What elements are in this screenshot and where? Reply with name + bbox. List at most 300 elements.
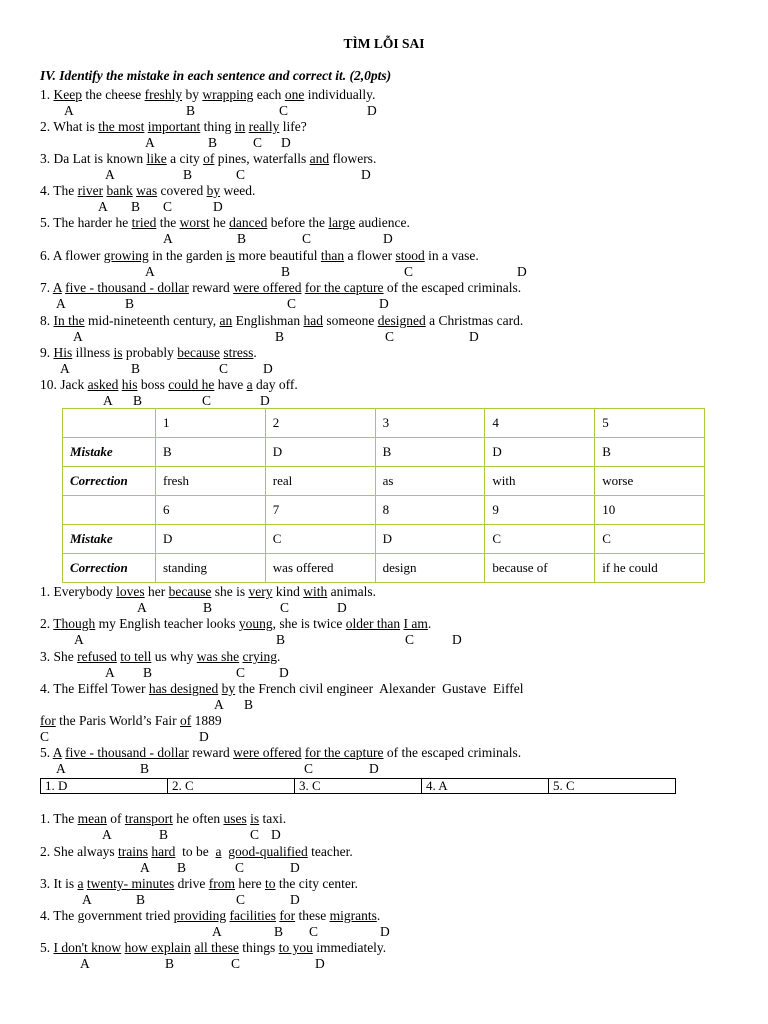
row-header-cell [63,409,156,438]
table-cell: 9 [485,496,595,525]
table-cell: if he could [595,554,705,583]
option-label: D [380,924,390,939]
option-label: C [280,600,290,615]
sentence-text: illness [72,345,114,360]
sentence-text: 2. What is [40,119,99,134]
option-label: C [385,329,395,344]
section-heading: IV. Identify the mistake in each sentence and correct it. (2,0pts) [40,68,392,83]
underlined-option: because [168,584,212,599]
option-label: D [271,827,281,842]
sentence-line [40,248,479,264]
table-cell: D [375,525,485,554]
underlined-option: of [180,713,192,728]
sentence-text: covered [157,183,207,198]
option-label: A [102,827,112,842]
table-cell: 6 [156,496,266,525]
sentence-text: 7. [40,280,53,295]
sentence-text: weed. [220,183,256,198]
table-cell: 5 [595,409,705,438]
underlined-option: is [225,248,235,263]
table-cell: 3. C [295,779,422,794]
option-label: C [236,167,246,182]
underlined-option: transport [124,811,173,826]
option-label: B [183,167,193,182]
option-label: B [159,827,169,842]
sentence-text: life? [279,119,307,134]
underlined-option: asked [87,377,119,392]
sentence-text: a Christmas card. [425,313,524,328]
option-label: D [199,729,209,744]
sentence-text: . [277,649,281,664]
option-label: B [186,103,196,118]
underlined-option: is [113,345,123,360]
sentence-text: of [106,811,125,826]
option-label: D [337,600,347,615]
underlined-option: could he [168,377,215,392]
underlined-option: trains [118,844,148,859]
row-header-cell: Correction [63,554,156,583]
sentence-text: immediately. [312,940,387,955]
option-label: A [80,956,90,971]
option-label: D [517,264,527,279]
option-label: A [73,329,83,344]
sentence-text: he [209,215,230,230]
underlined-option: designed [377,313,426,328]
option-label: B [131,361,141,376]
sentence-text: reward [188,280,234,295]
option-label: C [236,892,246,907]
sentence-text: the city center. [275,876,358,891]
sentence-text: 6. A flower [40,248,104,263]
sentence-text: in the garden [148,248,226,263]
sentence-text: mid-nineteenth century, [84,313,220,328]
page-title: TÌM LỖI SAI [343,36,425,51]
sentence-text: she is [211,584,249,599]
sentence-text: 1889 [191,713,222,728]
sentence-line [40,811,286,827]
underlined-option: a [77,876,84,891]
sentence-line [40,713,222,729]
sentence-text: 9. [40,345,54,360]
option-label: A [145,135,155,150]
option-label: B [244,697,254,712]
underlined-option: migrants [329,908,377,923]
sentence-text: audience. [355,215,410,230]
underlined-option: His [53,345,73,360]
sentence-text: taxi. [259,811,287,826]
underlined-option: to [265,876,276,891]
sentence-text: a city [166,151,204,166]
underlined-option: A [52,745,62,760]
underlined-option: I am [403,616,428,631]
option-label: C [405,632,415,647]
underlined-option: because [177,345,221,360]
sentence-line [40,940,386,956]
underlined-option: really [248,119,280,134]
underlined-option: providing [173,908,227,923]
underlined-option: by [221,681,236,696]
sentence-text: he often [172,811,224,826]
underlined-option: to tell [120,649,152,664]
option-label: A [60,361,70,376]
underlined-option: crying [242,649,277,664]
table-row [63,409,705,438]
sentence-text: a flower [344,248,396,263]
underlined-option: uses [223,811,247,826]
sentence-line [40,649,280,665]
sentence-text: 3. Da Lat is known [40,151,147,166]
sentence-text: her [144,584,169,599]
underlined-option: and [309,151,330,166]
sentence-text: . [376,908,381,923]
sentence-text: 8. [40,313,54,328]
table-cell: was offered [265,554,375,583]
table-cell: 7 [265,496,375,525]
option-label: C [302,231,312,246]
option-label: D [452,632,462,647]
option-label: C [253,135,263,150]
option-label: A [214,697,224,712]
option-label: A [64,103,74,118]
underlined-option: of [203,151,215,166]
sentence-text: by [182,87,203,102]
underlined-option: was she [196,649,240,664]
underlined-option: for [40,713,56,728]
option-label: B [275,329,285,344]
underlined-option: had [303,313,323,328]
underlined-option: freshly [144,87,183,102]
underlined-option: from [208,876,236,891]
sentence-text: 3. She [40,649,78,664]
sentence-text: of the escaped criminals. [383,280,522,295]
sentence-text: us why [151,649,197,664]
option-label: A [103,393,113,408]
option-label: B [274,924,284,939]
option-label: C [250,827,260,842]
table-cell: 1 [156,409,266,438]
table-cell: real [265,467,375,496]
sentence-text: 5. [40,940,54,955]
option-label: C [309,924,319,939]
sentence-text: 1. Everybody [40,584,117,599]
underlined-option: has designed [148,681,219,696]
sentence-line [40,119,307,135]
option-label: B [208,135,218,150]
sentence-text: flowers. [329,151,377,166]
sentence-text: 3. It is [40,876,78,891]
sentence-line [40,313,523,329]
sentence-text: teacher. [307,844,353,859]
sentence-text: these [295,908,330,923]
option-label: D [315,956,325,971]
option-label: B [125,296,135,311]
option-label: D [379,296,389,311]
underlined-option: A [52,280,62,295]
sentence-text: 5. The harder he [40,215,132,230]
underlined-option: five - thousand - dollar [65,745,189,760]
underlined-option: good-qualified [228,844,308,859]
option-label: A [74,632,84,647]
underlined-option: older than [345,616,401,631]
table-cell: B [375,438,485,467]
answer-table-2 [40,778,676,794]
sentence-text: 1. The [40,811,78,826]
underlined-option: all these [194,940,239,955]
table-cell: B [156,438,266,467]
sentence-text: 2. She always [40,844,118,859]
option-label: C [236,665,246,680]
underlined-option: to you [278,940,313,955]
underlined-option: for the capture [304,745,384,760]
underlined-option: stood [395,248,425,263]
option-label: B [140,761,150,776]
table-cell: C [595,525,705,554]
option-label: B [131,199,141,214]
table-row [63,467,705,496]
sentence-text: pines, waterfalls [214,151,310,166]
option-label: D [361,167,371,182]
underlined-option: river [77,183,104,198]
underlined-option: the most [98,119,145,134]
underlined-option: five - thousand - dollar [65,280,189,295]
table-cell: worse [595,467,705,496]
sentence-line [40,745,521,761]
underlined-option: one [284,87,305,102]
option-label: D [279,665,289,680]
answer-table-1 [62,408,705,583]
sentence-line [40,584,376,600]
underlined-option: very [248,584,273,599]
row-header-cell: Mistake [63,525,156,554]
sentence-text: drive [174,876,209,891]
sentence-text: have [214,377,247,392]
sentence-line [40,183,255,199]
sentence-text: before the [267,215,329,230]
sentence-text: boss [137,377,169,392]
table-cell: 1. D [41,779,168,794]
table-row [63,496,705,525]
option-label: B [237,231,247,246]
table-cell: C [265,525,375,554]
underlined-option: bank [106,183,133,198]
sentence-text: probably [122,345,178,360]
underlined-option: like [146,151,167,166]
table-row [63,525,705,554]
option-label: B [143,665,153,680]
underlined-option: worst [179,215,210,230]
underlined-option: how explain [124,940,191,955]
option-label: A [56,296,66,311]
option-label: C [287,296,297,311]
table-cell: 2. C [168,779,295,794]
sentence-text: 1. [40,87,54,102]
table-cell: 2 [265,409,375,438]
sentence-text: each [253,87,285,102]
sentence-line [40,616,431,632]
sentence-text: 4. The [40,183,78,198]
table-row [63,554,705,583]
underlined-option: for the capture [304,280,384,295]
sentence-line [40,345,257,361]
table-cell: D [485,438,595,467]
option-label: C [404,264,414,279]
underlined-option: was [136,183,158,198]
underlined-option: large [328,215,356,230]
row-header-cell [63,496,156,525]
underlined-option: in [234,119,246,134]
option-label: B [136,892,146,907]
option-label: D [369,761,379,776]
row-header-cell: Correction [63,467,156,496]
underlined-option: Though [53,616,96,631]
sentence-text: reward [188,745,234,760]
underlined-option: important [147,119,201,134]
underlined-option: I don't know [53,940,122,955]
underlined-option: In the [53,313,85,328]
option-label: D [260,393,270,408]
sentence-text: things [238,940,279,955]
option-label: D [367,103,377,118]
sentence-text: 4. The Eiffel Tower [40,681,149,696]
sentence-text: 2. [40,616,54,631]
sentence-line [40,280,521,296]
option-label: A [98,199,108,214]
option-label: A [212,924,222,939]
sentence-text: 5. [40,745,53,760]
table-cell: because of [485,554,595,583]
option-label: C [219,361,229,376]
underlined-option: for [279,908,296,923]
underlined-option: hard [151,844,176,859]
table-cell: as [375,467,485,496]
sentence-line [40,681,524,697]
sentence-text: 10. Jack [40,377,88,392]
option-label: B [177,860,187,875]
underlined-option: danced [229,215,268,230]
sentence-text: the Paris World’s Fair [55,713,181,728]
option-label: C [202,393,212,408]
sentence-line [40,844,353,860]
table-row [41,779,676,794]
sentence-text: the French civil engineer Alexander Gustave Eiffel [235,681,524,696]
option-label: D [383,231,393,246]
option-label: D [290,860,300,875]
option-label: B [203,600,213,615]
sentence-text: . [253,345,257,360]
option-label: D [469,329,479,344]
option-label: A [163,231,173,246]
sentence-text: , she is twice [272,616,346,631]
option-label: B [281,264,291,279]
option-label: B [133,393,143,408]
underlined-option: a [246,377,253,392]
underlined-option: were offered [233,745,302,760]
underlined-option: Keep [53,87,82,102]
table-cell: with [485,467,595,496]
option-label: D [213,199,223,214]
sentence-text: my English teacher looks [95,616,239,631]
underlined-option: his [121,377,138,392]
sentence-text: Englishman [232,313,304,328]
underlined-option: wrapping [202,87,254,102]
sentence-text: 4. The government tried [40,908,174,923]
underlined-option: were offered [233,280,302,295]
underlined-option: than [320,248,345,263]
sentence-text: thing [200,119,235,134]
table-cell: 4. A [422,779,549,794]
underlined-option: tried [131,215,157,230]
underlined-option: is [250,811,260,826]
table-cell: 5. C [549,779,676,794]
underlined-option: facilities [229,908,276,923]
sentence-text: the [156,215,180,230]
option-label: A [105,167,115,182]
option-label: A [56,761,66,776]
underlined-option: refused [77,649,117,664]
option-label: D [290,892,300,907]
sentence-text: here [235,876,265,891]
option-label: B [165,956,175,971]
option-label: D [263,361,273,376]
option-label: A [82,892,92,907]
sentence-text: individually. [304,87,376,102]
row-header-cell: Mistake [63,438,156,467]
underlined-option: loves [116,584,145,599]
underlined-option: stress [223,345,254,360]
underlined-option: mean [77,811,107,826]
sentence-text: kind [272,584,304,599]
option-label: C [235,860,245,875]
sentence-line [40,377,298,393]
table-cell: D [265,438,375,467]
sentence-text: more beautiful [235,248,321,263]
underlined-option: young [238,616,273,631]
table-cell: 3 [375,409,485,438]
table-row [63,438,705,467]
underlined-option: by [206,183,221,198]
option-label: C [279,103,289,118]
option-label: A [137,600,147,615]
option-label: A [145,264,155,279]
table-cell: C [485,525,595,554]
sentence-text: animals. [327,584,376,599]
option-label: C [231,956,241,971]
option-label: D [281,135,291,150]
table-cell: D [156,525,266,554]
sentence-text: in a vase. [424,248,479,263]
table-cell: standing [156,554,266,583]
sentence-line [40,151,376,167]
sentence-line [40,87,375,103]
sentence-text: of the escaped criminals. [383,745,522,760]
sentence-text: day off. [252,377,298,392]
table-cell: design [375,554,485,583]
option-label: C [40,729,50,744]
option-label: A [105,665,115,680]
underlined-option: with [303,584,328,599]
option-label: B [276,632,286,647]
option-label: C [304,761,314,776]
table-cell: 4 [485,409,595,438]
table-cell: 8 [375,496,485,525]
underlined-option: an [219,313,233,328]
sentence-text: to be [175,844,216,859]
sentence-line [40,215,410,231]
table-cell: fresh [156,467,266,496]
underlined-option: a [215,844,222,859]
sentence-line [40,876,358,892]
table-cell: 10 [595,496,705,525]
